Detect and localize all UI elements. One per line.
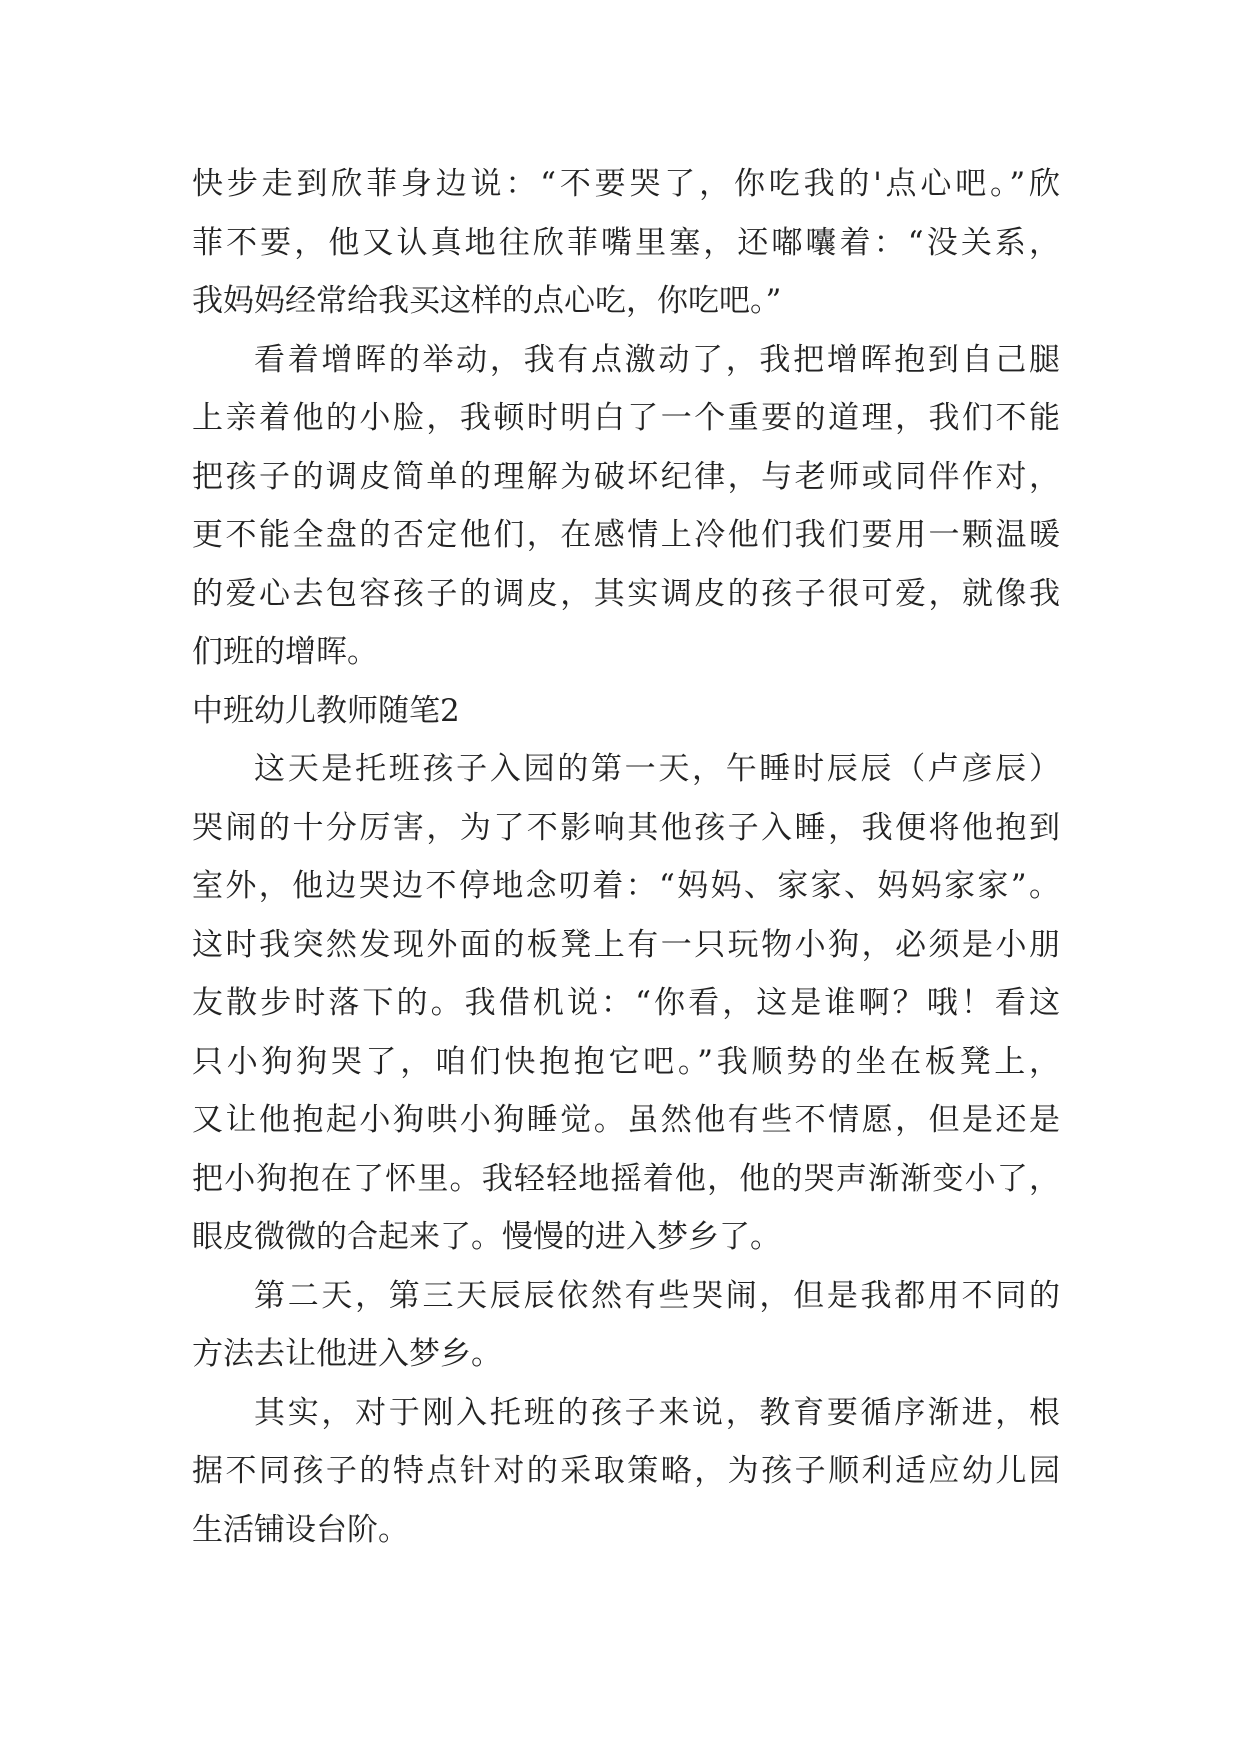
paragraph-line: 们班的增晖。	[192, 634, 378, 670]
paragraph-line: 这天是托班孩子入园的第一天，午睡时辰辰（卢彦辰）	[254, 751, 1060, 787]
document-body	[192, 155, 1060, 1559]
paragraph-line: 其实，对于刚入托班的孩子来说，教育要循序渐进，根	[254, 1394, 1060, 1431]
paragraph-5	[192, 1384, 1060, 1560]
paragraph-line: 又让他抱起小狗哄小狗睡觉。虽然他有些不情愿，但是还是	[192, 1102, 1060, 1138]
paragraph-4	[192, 1267, 1060, 1384]
paragraph-line: 室外，他边哭边不停地念叨着：“妈妈、家家、妈妈家家”。	[192, 868, 1060, 904]
paragraph-line: 我妈妈经常给我买这样的点心吃，你吃吧。”	[192, 283, 782, 319]
paragraph-line: 的爱心去包容孩子的调皮，其实调皮的孩子很可爱，就像我	[192, 575, 1060, 612]
paragraph-line: 把孩子的调皮简单的理解为破坏纪律，与老师或同伴作对，	[192, 458, 1060, 495]
paragraph-line: 第二天，第三天辰辰依然有些哭闹，但是我都用不同的	[254, 1277, 1060, 1314]
paragraph-2	[192, 331, 1060, 682]
paragraph-line: 生活铺设台阶。	[192, 1511, 409, 1548]
paragraph-line: 友散步时落下的。我借机说：“你看，这是谁啊？哦！看这	[192, 985, 1060, 1021]
paragraph-line: 把小狗抱在了怀里。我轻轻地摇着他，他的哭声渐渐变小了，	[192, 1160, 1060, 1197]
paragraph-line: 快步走到欣菲身边说：“不要哭了，你吃我的'点心吧。”欣	[192, 166, 1060, 202]
paragraph-line: 看着增晖的举动，我有点激动了，我把增晖抱到自己腿	[254, 341, 1060, 378]
paragraph-line: 据不同孩子的特点针对的采取策略，为孩子顺利适应幼儿园	[192, 1453, 1060, 1489]
paragraph-3	[192, 740, 1060, 1267]
paragraph-line: 方法去让他进入梦乡。	[192, 1336, 502, 1372]
paragraph-line: 哭闹的十分厉害，为了不影响其他孩子入睡，我便将他抱到	[192, 809, 1060, 846]
paragraph-line: 上亲着他的小脸，我顿时明白了一个重要的道理，我们不能	[192, 400, 1060, 436]
paragraph-1	[192, 155, 1060, 331]
paragraph-line: 只小狗狗哭了，咱们快抱抱它吧。”我顺势的坐在板凳上，	[192, 1043, 1060, 1080]
paragraph-line: 更不能全盘的否定他们，在感情上冷他们我们要用一颗温暖	[192, 517, 1060, 553]
paragraph-line: 眼皮微微的合起来了。慢慢的进入梦乡了。	[192, 1219, 781, 1255]
paragraph-line: 菲不要，他又认真地往欣菲嘴里塞，还嘟囔着：“没关系，	[192, 224, 1060, 261]
section-heading: 中班幼儿教师随笔2	[192, 692, 460, 729]
paragraph-line: 这时我突然发现外面的板凳上有一只玩物小狗，必须是小朋	[192, 926, 1060, 963]
